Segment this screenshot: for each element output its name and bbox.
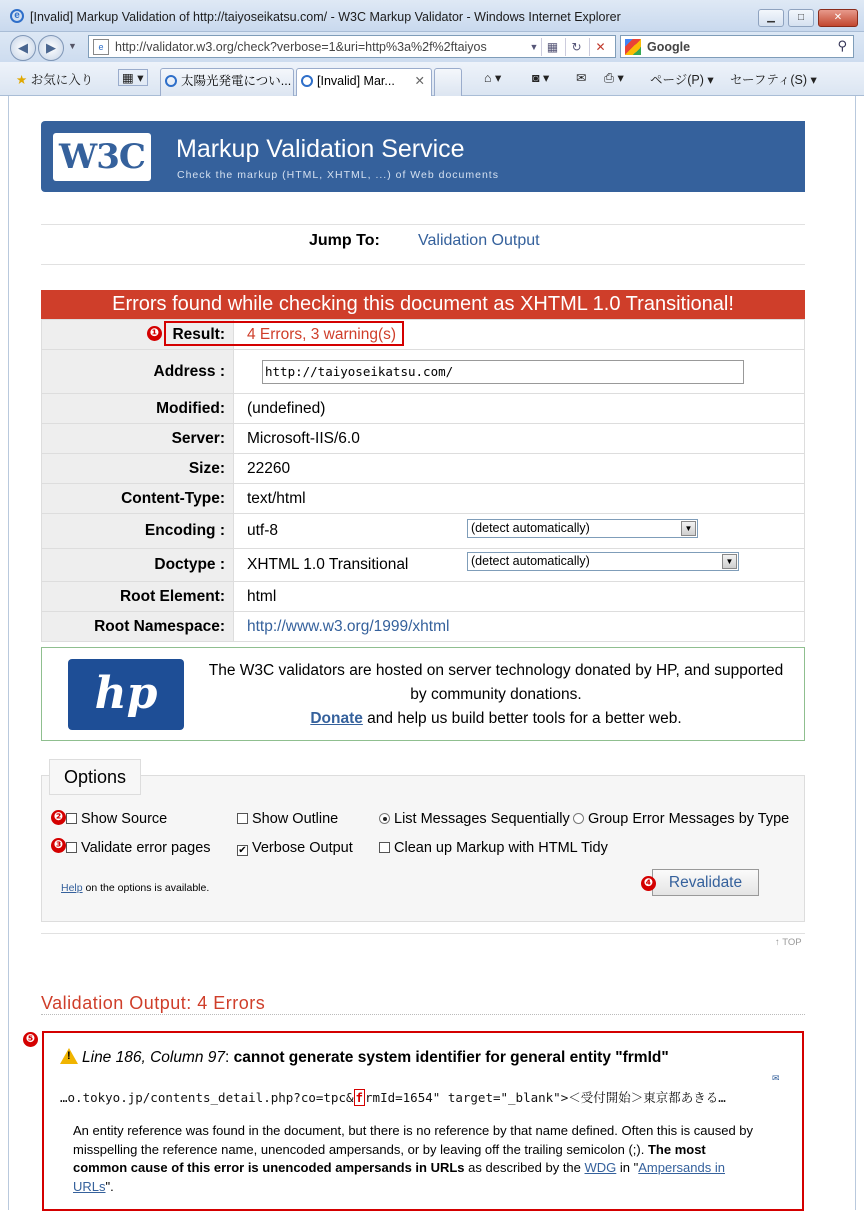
wdg-link[interactable]: WDG	[584, 1160, 617, 1175]
service-subtitle: Check the markup (HTML, XHTML, ...) of Web documents	[177, 169, 499, 181]
modified-label: Modified:	[42, 394, 234, 424]
refresh-icon[interactable]: ↻	[565, 38, 587, 56]
root-element-label: Root Element:	[42, 582, 234, 612]
doctype-label: Doctype :	[42, 549, 234, 582]
cleanup-option[interactable]	[379, 840, 608, 856]
service-title: Markup Validation Service	[176, 135, 465, 163]
annotation-marker-4: ❹	[641, 876, 656, 891]
tab-ie-icon	[301, 75, 313, 87]
url-dropdown-icon[interactable]: ▼	[529, 42, 539, 52]
revalidate-button[interactable]: Revalidate	[652, 869, 759, 896]
hp-line-2: by community donations.	[410, 686, 582, 703]
encoding-label: Encoding :	[42, 514, 234, 549]
divider	[41, 933, 805, 934]
hp-logo[interactable]: hp	[68, 659, 184, 730]
show-outline-label: Show Outline	[252, 811, 339, 827]
divider	[41, 264, 805, 265]
jump-to-label: Jump To:	[309, 232, 380, 249]
list-sequential-radio[interactable]	[379, 813, 390, 824]
root-namespace-label: Root Namespace:	[42, 612, 234, 642]
encoding-select-value: (detect automatically)	[471, 521, 590, 535]
error-header: Errors found while checking this document as XHTML 1.0 Transitional!	[41, 290, 805, 319]
error-message-box	[42, 1031, 804, 1211]
validate-error-pages-option[interactable]	[66, 840, 211, 856]
back-button[interactable]: ◀	[10, 35, 36, 61]
code-after: rmId=1654" target="_blank">＜受付開始＞東京都あきる…	[365, 1090, 726, 1105]
favorites-label: お気に入り	[30, 73, 94, 87]
safety-menu[interactable]: セーフティ(S) ▾	[730, 73, 817, 87]
verbose-output-label: Verbose Output	[252, 840, 353, 856]
donate-link[interactable]: Donate	[310, 710, 363, 727]
root-element-value: html	[234, 582, 805, 612]
encoding-value: utf-8	[234, 514, 805, 549]
tab-2-label: [Invalid] Mar...	[317, 74, 395, 88]
hp-line-1: The W3C validators are hosted on server technology donated by HP, and supported	[208, 662, 784, 679]
error-location: Line 186, Column 97	[82, 1049, 226, 1066]
quick-tabs-icon[interactable]: ▦ ▾	[118, 69, 148, 86]
feeds-icon[interactable]: ◙ ▾	[532, 71, 550, 85]
history-dropdown-icon[interactable]: ▼	[68, 41, 77, 51]
tab-1-label: 太陽光発電につい...	[181, 74, 292, 88]
page-content	[8, 96, 856, 1210]
heading-underline	[41, 1014, 805, 1015]
tab-2[interactable]	[296, 68, 432, 96]
group-errors-radio[interactable]	[573, 813, 584, 824]
show-source-checkbox[interactable]	[66, 813, 77, 824]
hp-text	[198, 659, 794, 731]
desc-part-2: as described by the	[464, 1160, 585, 1175]
code-before: …o.tokyo.jp/contents_detail.php?co=tpc&	[60, 1090, 354, 1105]
show-source-label: Show Source	[81, 811, 168, 827]
help-link[interactable]: Help	[61, 882, 83, 894]
modified-value: (undefined)	[234, 394, 805, 424]
doctype-select-value: (detect automatically)	[471, 554, 590, 568]
ie-logo-icon: e	[10, 9, 24, 23]
verbose-output-checkbox[interactable]: ✔	[238, 845, 247, 856]
content-type-value: text/html	[234, 484, 805, 514]
info-table	[41, 319, 805, 642]
window-title: [Invalid] Markup Validation of http://taiyoseikatsu.com/ - W3C Markup Validator - Windows Internet Explorer	[30, 10, 621, 24]
help-text: on the options is available.	[82, 882, 210, 894]
list-sequential-label: List Messages Sequentially	[394, 811, 570, 827]
maximize-button[interactable]: □	[788, 9, 814, 27]
page-menu[interactable]: ページ(P) ▾	[650, 73, 714, 87]
desc-part-3: in "	[616, 1160, 639, 1175]
chevron-down-icon: ▼	[722, 554, 737, 569]
desc-bold: The most common cause of this error is unencoded ampersands in URLs	[73, 1141, 706, 1175]
address-input[interactable]: http://taiyoseikatsu.com/	[262, 360, 744, 384]
result-value: 4 Errors, 3 warning(s)	[234, 320, 805, 350]
tab-1[interactable]	[160, 68, 294, 96]
annotation-marker-2: ❷	[51, 810, 66, 825]
code-highlight: f	[355, 1090, 364, 1105]
error-text: cannot generate system identifier for general entity "frmId"	[233, 1049, 669, 1066]
hp-sponsor-box	[41, 647, 805, 741]
safety-menu-label: セーフティ(S)	[730, 73, 808, 87]
warning-icon	[60, 1048, 78, 1064]
validate-error-pages-label: Validate error pages	[81, 840, 211, 856]
result-highlight-box	[164, 321, 404, 346]
root-namespace-link[interactable]: http://www.w3.org/1999/xhtml	[247, 617, 450, 635]
home-icon[interactable]: ⌂ ▾	[484, 71, 502, 85]
show-source-option[interactable]	[66, 811, 167, 827]
close-tab-icon[interactable]: ✕	[414, 74, 425, 88]
compat-view-icon[interactable]: ▦	[541, 38, 563, 56]
verbose-output-option[interactable]	[237, 840, 353, 856]
jump-validation-output-link[interactable]: Validation Output	[418, 232, 540, 249]
validation-output-heading: Validation Output: 4 Errors	[41, 993, 266, 1013]
favorites-bar	[0, 62, 864, 96]
doctype-select[interactable]	[467, 552, 739, 571]
annotation-marker-3: ❸	[51, 838, 66, 853]
annotation-marker-5: ❺	[23, 1032, 38, 1047]
desc-part-4: ".	[105, 1178, 114, 1194]
page-menu-label: ページ(P)	[650, 73, 704, 87]
doctype-value: XHTML 1.0 Transitional	[234, 549, 805, 582]
error-source-excerpt	[60, 1088, 726, 1106]
address-label: Address :	[42, 350, 234, 394]
chevron-down-icon: ▼	[681, 521, 696, 536]
annotation-marker-1: ❶	[147, 326, 162, 341]
stop-icon[interactable]: ✕	[589, 38, 611, 56]
options-tab[interactable]: Options	[49, 759, 141, 795]
top-link[interactable]: ↑ TOP	[775, 937, 802, 948]
search-engine-label: Google	[647, 40, 691, 54]
print-icon[interactable]: ⎙ ▾	[604, 71, 624, 85]
help-line	[61, 882, 209, 894]
show-outline-checkbox[interactable]	[237, 813, 248, 824]
star-icon: ★	[16, 73, 28, 87]
address-bar	[0, 32, 864, 62]
list-sequential-option[interactable]	[379, 811, 570, 827]
validate-error-pages-checkbox[interactable]	[66, 842, 77, 853]
divider	[41, 224, 805, 225]
server-label: Server:	[42, 424, 234, 454]
cleanup-label: Clean up Markup with HTML Tidy	[394, 840, 608, 856]
minimize-button[interactable]: ▁	[758, 9, 784, 27]
cleanup-checkbox[interactable]	[379, 842, 390, 853]
encoding-select[interactable]	[467, 519, 698, 538]
size-label: Size:	[42, 454, 234, 484]
desc-part-1: An entity reference was found in the document, but there is no reference by that name defined. Often this is caused by misspelling the reference name, unencoded ampersands, or by leaving off the trailing semicolon (;).	[73, 1123, 754, 1157]
result-label: Result:	[42, 320, 234, 350]
url-field[interactable]	[88, 35, 616, 58]
hp-line-3: and help us build better tools for a better web.	[362, 710, 682, 727]
group-errors-option[interactable]	[573, 811, 789, 827]
forward-button[interactable]: ▶	[38, 35, 64, 61]
error-explanation	[73, 1122, 763, 1196]
show-outline-option[interactable]	[237, 811, 338, 827]
tab-ie-icon	[165, 75, 177, 87]
google-icon	[625, 39, 641, 55]
ampersands-link[interactable]: Ampersands in URLs	[73, 1160, 725, 1194]
favorites-button[interactable]	[16, 70, 93, 88]
search-box[interactable]	[620, 35, 854, 58]
feedback-mail-icon[interactable]: ✉	[772, 1073, 780, 1083]
page-icon: e	[93, 39, 109, 55]
close-window-button[interactable]: ✕	[818, 9, 858, 27]
content-type-label: Content-Type:	[42, 484, 234, 514]
group-errors-label: Group Error Messages by Type	[588, 811, 790, 827]
server-value: Microsoft-IIS/6.0	[234, 424, 805, 454]
error-message: !Line 186, Column 97: cannot generate system identifier for general entity "frmId"	[60, 1048, 669, 1067]
mail-icon[interactable]: ✉	[576, 71, 587, 85]
size-value: 22260	[234, 454, 805, 484]
url-text: http://validator.w3.org/check?verbose=1&uri=http%3a%2f%2ftaiyos	[115, 40, 487, 54]
w3c-banner	[41, 121, 805, 192]
w3c-logo[interactable]: W3C	[53, 133, 151, 181]
new-tab-button[interactable]	[434, 68, 462, 96]
search-icon[interactable]: ⚲	[837, 38, 847, 53]
window-titlebar	[0, 0, 864, 32]
